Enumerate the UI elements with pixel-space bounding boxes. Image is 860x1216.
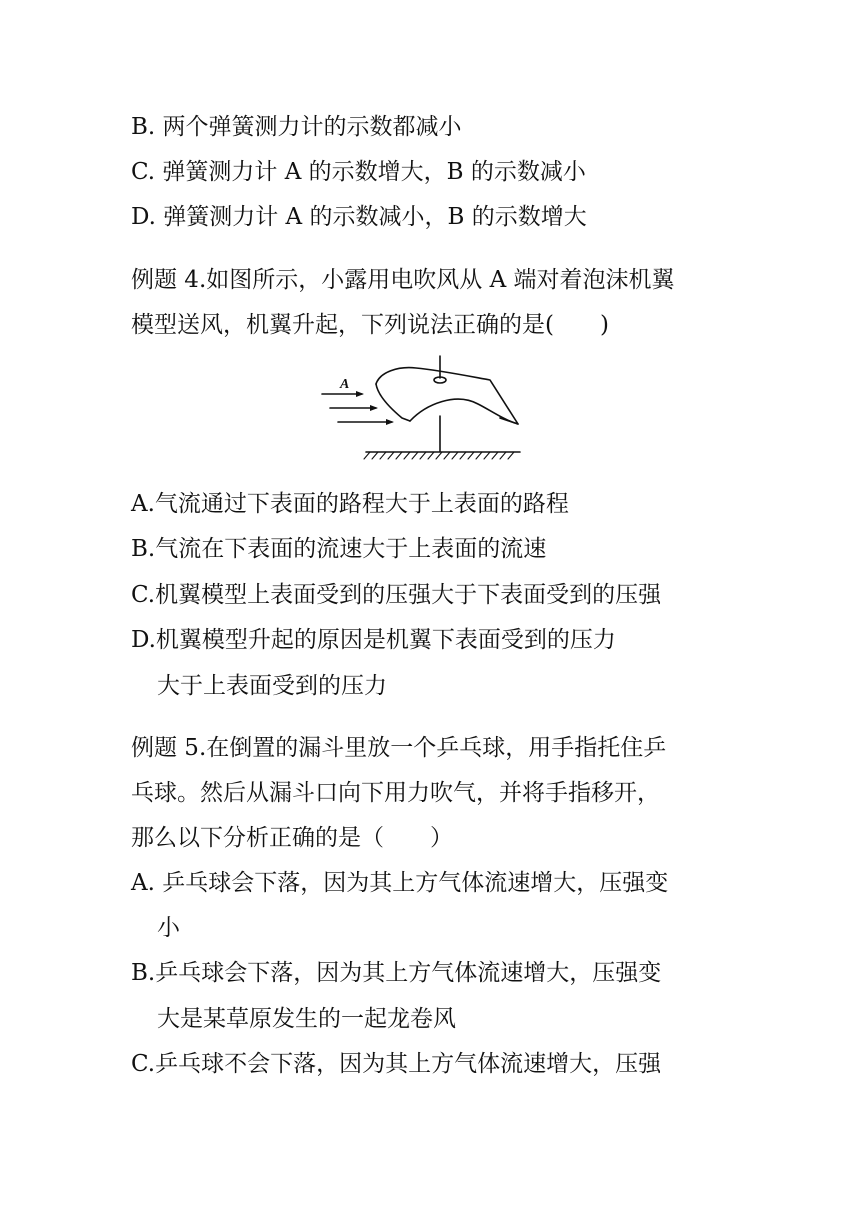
- q4-option-d-continued: 大于上表面受到的压力: [157, 673, 387, 699]
- q5-stem-line-3: 那么以下分析正确的是（ ）: [131, 825, 453, 851]
- wing-lower-surface: [410, 399, 518, 424]
- q5-stem-line-2: 乓球。然后从漏斗口向下用力吹气，并将手指移开，: [131, 780, 660, 806]
- ground-hatch: [364, 452, 514, 459]
- q4-option-d: D.机翼模型升起的原因是机翼下表面受到的压力: [131, 627, 616, 653]
- q4-option-b: B.气流在下表面的流速大于上表面的流速: [131, 536, 547, 562]
- q4-stem-line-2: 模型送风，机翼升起，下列说法正确的是( ): [131, 312, 609, 338]
- wing-upper-surface: [376, 368, 518, 424]
- q4-option-c: C.机翼模型上表面受到的压强大于下表面受到的压强: [131, 582, 662, 608]
- q5-stem-line-1: 例题 5.在倒置的漏斗里放一个乒乓球，用手指托住乒: [131, 735, 667, 761]
- q3-option-b: B. 两个弹簧测力计的示数都减小: [131, 114, 462, 140]
- q3-option-d: D. 弹簧测力计 A 的示数减小，B 的示数增大: [131, 204, 587, 230]
- q5-option-b-continued: 大是某草原发生的一起龙卷风: [157, 1006, 456, 1032]
- q4-stem-line-1: 例题 4.如图所示，小露用电吹风从 A 端对着泡沫机翼: [131, 267, 675, 293]
- q3-option-c: C. 弹簧测力计 A 的示数增大，B 的示数减小: [131, 159, 586, 185]
- q5-option-a: A. 乒乓球会下落，因为其上方气体流速增大，压强变: [131, 870, 669, 896]
- q5-option-b: B.乒乓球会下落，因为其上方气体流速增大，压强变: [131, 960, 662, 986]
- wing-model-figure: [318, 352, 528, 462]
- q4-option-a: A.气流通过下表面的路程大于上表面的路程: [131, 491, 569, 517]
- q5-option-a-continued: 小: [157, 915, 180, 941]
- q5-option-c: C.乒乓球不会下落，因为其上方气体流速增大，压强: [131, 1051, 662, 1077]
- figure-label-a: A: [340, 377, 350, 392]
- wing-front-edge: [376, 384, 410, 421]
